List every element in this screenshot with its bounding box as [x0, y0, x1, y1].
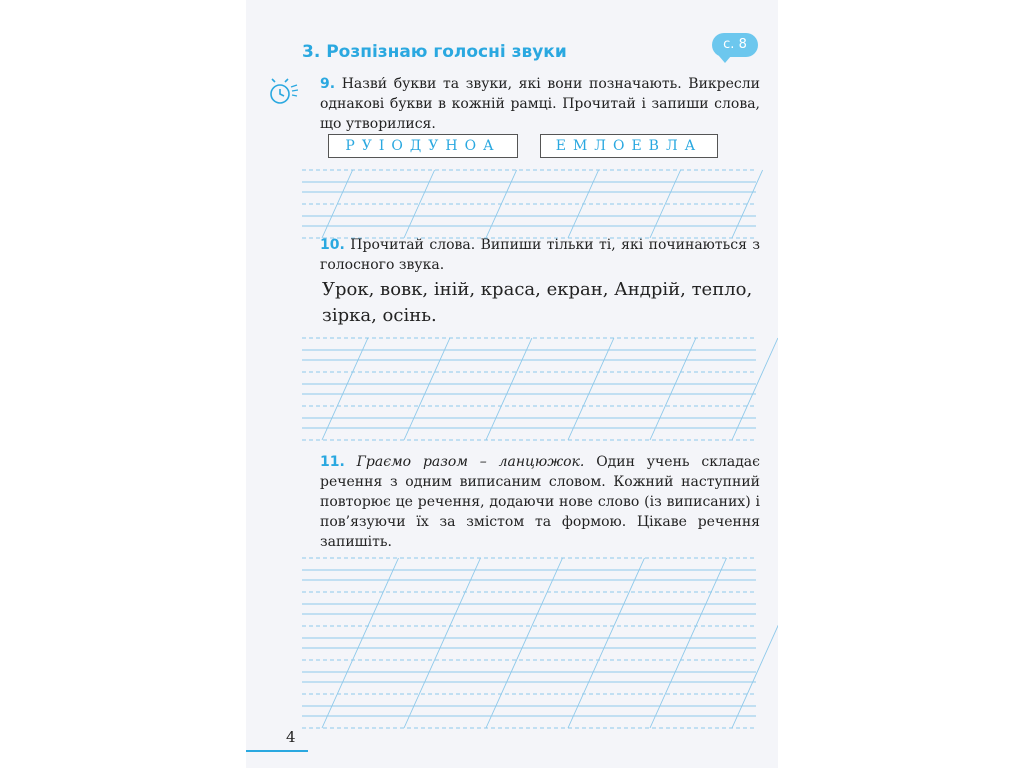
task-11-text: Один учень складає речення з одним виписаним словом. Кожний наступний повторює це речення, додаючи нове слово (із виписаних) і пов’язуючи їх за змістом та формою. Цікаве речення запишіть.	[320, 454, 760, 550]
word-list: Урок, вовк, іній, краса, екран, Андрій, тепло, зірка, осінь.	[322, 279, 753, 326]
section-title: 3. Розпізнаю голосні звуки	[302, 42, 567, 62]
slant-guide	[568, 338, 614, 440]
slant-guide	[650, 558, 727, 728]
slant-guide	[486, 338, 532, 440]
slant-guide	[650, 338, 696, 440]
slant-guide	[404, 558, 481, 728]
letter-box-1: РУІОДУНОА	[328, 134, 518, 158]
slant-guide	[322, 558, 399, 728]
slant-guide	[568, 558, 645, 728]
page-number-underline	[246, 750, 308, 752]
slant-guide	[732, 558, 778, 728]
letter-box-2: ЕМЛОЕВЛА	[540, 134, 718, 158]
slant-guide	[322, 338, 368, 440]
workbook-page	[246, 0, 778, 768]
task-11-number: 11.	[320, 454, 345, 470]
writing-lines[interactable]	[246, 0, 778, 768]
task-9-text: Назви́ букви та звуки, які вони позначають. Викресли однакові букви в кожній рамці. Прочитай і запиши слова, що утворилися.	[320, 76, 760, 132]
page-reference-badge: с. 8	[712, 33, 758, 57]
task-11-game-title: Граємо разом – ланцюжок.	[356, 454, 585, 470]
task-9-number: 9.	[320, 76, 336, 92]
slant-guide	[486, 558, 563, 728]
slant-guide	[404, 338, 450, 440]
task-10-number: 10.	[320, 237, 345, 253]
task-10-text: Прочитай слова. Випиши тільки ті, які починаються з голосного звука.	[320, 237, 761, 273]
slant-guide	[732, 338, 778, 440]
slant-guide	[568, 170, 599, 238]
page-number: 4	[286, 728, 296, 746]
